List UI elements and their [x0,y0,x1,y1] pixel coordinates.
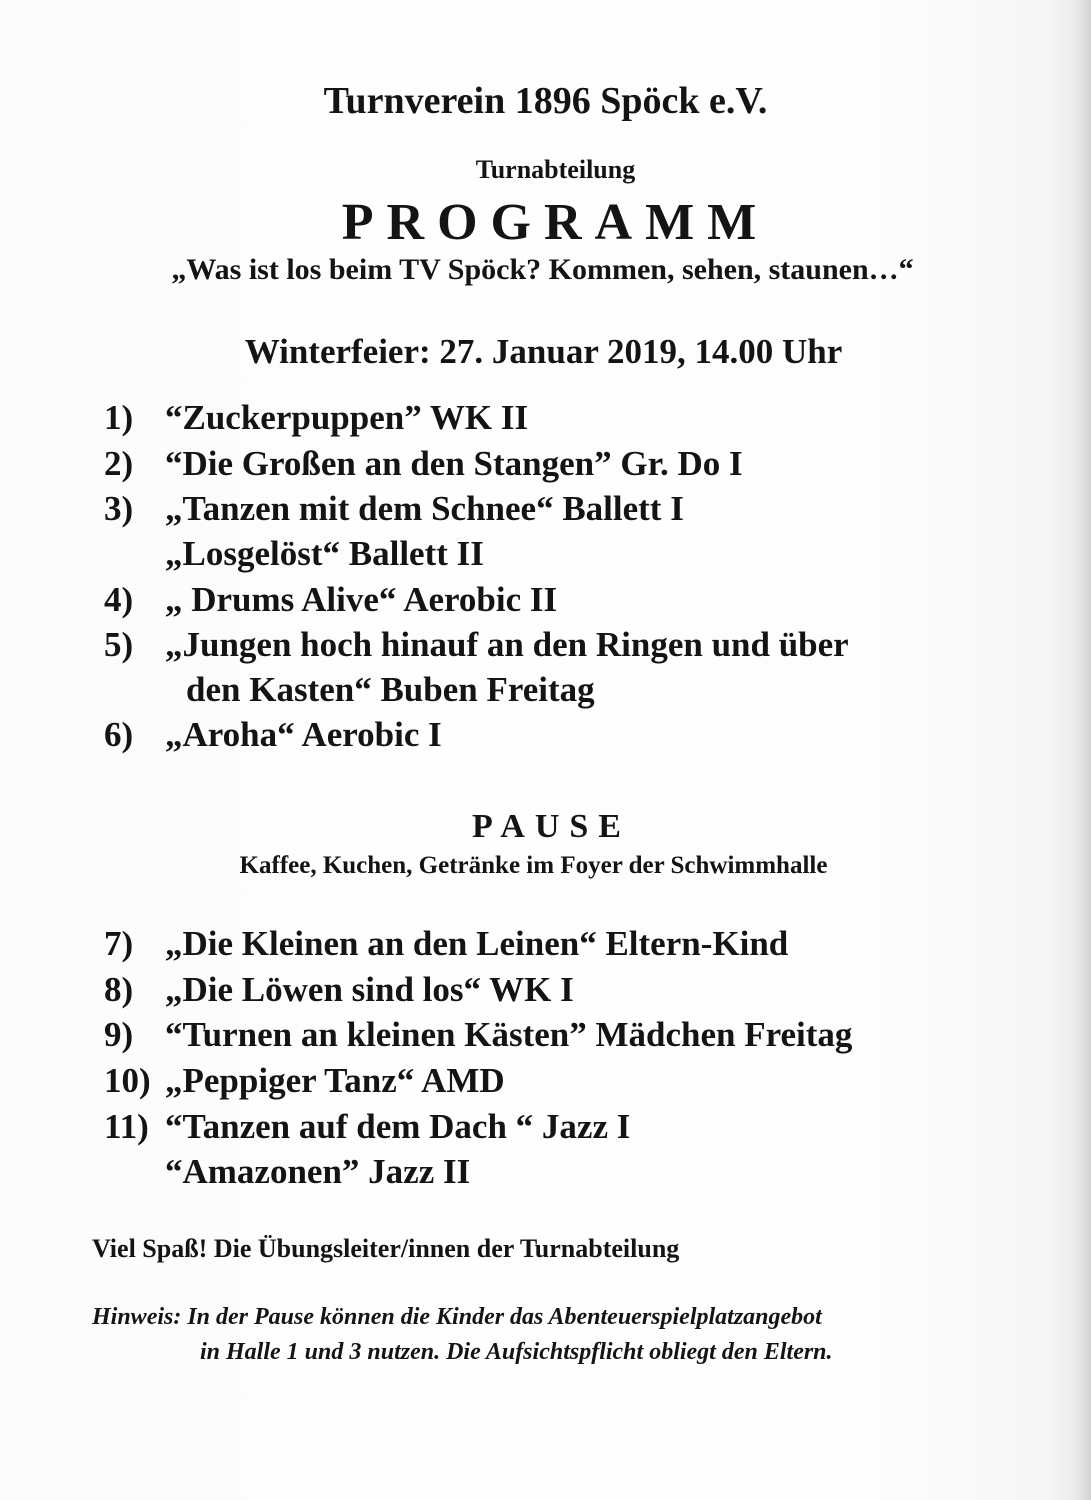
program-item-number: 2) [104,444,134,483]
program-heading: PROGRAMM [341,194,770,251]
program-item-number: 7) [104,924,134,963]
program-item [0,1017,1000,1061]
program-item-number: 11) [104,1107,149,1146]
program-item-title: „Die Kleinen an den Leinen“ Eltern-Kind [165,924,789,963]
program-item [0,582,1000,626]
program-item-title: “Tanzen auf dem Dach “ Jazz I [165,1107,631,1146]
department-label: Turnabteilung [475,155,636,184]
program-item-title: „Aroha“ Aerobic I [165,715,442,754]
program-item [0,717,1000,761]
program-item [0,1063,1000,1107]
program-item-title: „Peppiger Tanz“ AMD [165,1061,505,1100]
pause-heading: PAUSE [472,808,631,845]
program-item [0,627,1000,671]
program-item [0,536,1000,580]
program-item-number: 8) [104,970,134,1009]
program-item [0,972,1000,1016]
program-item-number: 5) [104,625,134,664]
program-item [0,1109,1000,1153]
note-line-1: Hinweis: In der Pause können die Kinder das Abenteuerspielplatzangebot [92,1304,822,1330]
motto: „Was ist los beim TV Spöck? Kommen, sehen, staunen…“ [171,253,914,286]
program-item-number: 10) [104,1061,151,1100]
program-item [0,400,1000,444]
program-item-title: den Kasten“ Buben Freitag [186,670,595,709]
program-item-number: 4) [104,580,134,619]
note-line-2: in Halle 1 und 3 nutzen. Die Aufsichtspflicht obliegt den Eltern. [200,1339,833,1365]
program-item-number: 3) [104,489,134,528]
program-item-number: 6) [104,715,134,754]
program-item-title: „Tanzen mit dem Schnee“ Ballett I [165,489,684,528]
club-name: Turnverein 1896 Spöck e.V. [323,80,768,122]
program-item-title: “Amazonen” Jazz II [165,1152,471,1191]
program-item-title: „Losgelöst“ Ballett II [165,534,484,573]
program-item [0,926,1000,970]
closing-line: Viel Spaß! Die Übungsleiter/innen der Turnabteilung [92,1234,680,1263]
program-item [0,446,1000,490]
program-item-title: „Jungen hoch hinauf an den Ringen und über [165,625,849,664]
pause-subtitle: Kaffee, Kuchen, Getränke im Foyer der Schwimmhalle [239,852,828,879]
program-item-title: “Turnen an kleinen Kästen” Mädchen Freitag [165,1015,853,1054]
event-date: Winterfeier: 27. Januar 2019, 14.00 Uhr [244,332,843,371]
program-item-title: “Die Großen an den Stangen” Gr. Do I [165,444,743,483]
program-item [0,1154,1000,1198]
program-item [0,491,1000,535]
program-item-number: 1) [104,398,134,437]
program-item-number: 9) [104,1015,134,1054]
program-item-title: “Zuckerpuppen” WK II [165,398,529,437]
program-item-title: „ Drums Alive“ Aerobic II [165,580,558,619]
program-item-title: „Die Löwen sind los“ WK I [165,970,574,1009]
program-item [0,672,1000,716]
